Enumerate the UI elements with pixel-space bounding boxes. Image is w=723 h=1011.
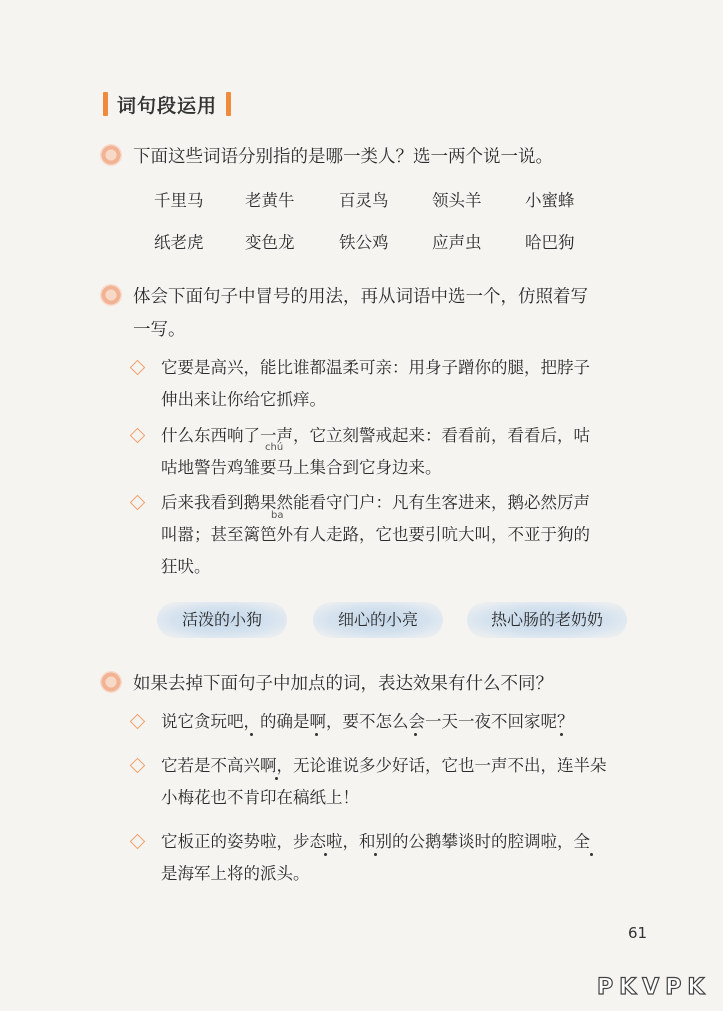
word: 哈巴狗 bbox=[525, 233, 575, 252]
heading-bar-right bbox=[226, 92, 231, 116]
speech-bubble-icon bbox=[100, 144, 122, 166]
diamond-bullet-icon bbox=[130, 834, 146, 850]
emphasis-dot bbox=[315, 733, 318, 736]
q2-item-text: 后来我看到鹅果然能看守门户：凡有生客进来，鹅必然厉声 叫嚣；甚至篱笆外有人走路，它也要引吭大叫，不亚于狗的 狂吠。 bbox=[161, 493, 590, 576]
q2-item-text: 什么东西响了一声，它立刻警戒起来：看看前，看看后，咕 咕地警告鸡雏要马上集合到它身边来。 bbox=[161, 426, 590, 477]
question-3-prompt: 如果去掉下面句子中加点的词，表达效果有什么不同？ bbox=[133, 674, 553, 694]
word: 小蜜蜂 bbox=[525, 191, 575, 210]
watermark-logo: PKVPK bbox=[597, 975, 711, 1000]
emphasis-dot bbox=[414, 733, 417, 736]
section-heading bbox=[103, 88, 231, 120]
pinyin-annotation: chú bbox=[265, 442, 284, 453]
emphasis-dot bbox=[590, 853, 593, 856]
emphasis-dot bbox=[560, 733, 563, 736]
diamond-bullet-icon bbox=[130, 428, 146, 444]
question-1-prompt: 下面这些词语分别指的是哪一类人？选一两个说一说。 bbox=[133, 147, 553, 167]
question-2-prompt: 体会下面句子中冒号的用法，再从词语中选一个，仿照着写 一写。 bbox=[133, 287, 588, 340]
word: 领头羊 bbox=[432, 191, 482, 210]
speech-bubble-icon bbox=[100, 671, 122, 693]
page-number: 61 bbox=[628, 924, 648, 942]
option-pill: 细心的小亮 bbox=[313, 602, 443, 638]
word: 老黄牛 bbox=[245, 191, 295, 210]
word: 铁公鸡 bbox=[339, 233, 389, 252]
q3-item-text: 说它贪玩吧，的确是啊，要不怎么会一天一夜不回家呢？ bbox=[161, 712, 574, 731]
diamond-bullet-icon bbox=[130, 495, 146, 511]
word: 纸老虎 bbox=[154, 233, 204, 252]
pinyin-annotation: ba bbox=[271, 510, 284, 521]
word: 百灵鸟 bbox=[339, 191, 389, 210]
heading-bar-left bbox=[103, 92, 108, 116]
emphasis-dot bbox=[374, 853, 377, 856]
q3-item-text: 它若是不高兴啊，无论谁说多少好话，它也一声不出，连半朵 小梅花也不肯印在稿纸上！ bbox=[161, 756, 607, 807]
q2-item-text: 它要是高兴，能比谁都温柔可亲：用身子蹭你的腿，把脖子 伸出来让你给它抓痒。 bbox=[161, 358, 590, 409]
q3-item-text: 它板正的姿势啦，步态啦，和别的公鹅攀谈时的腔调啦，全 是海军上将的派头。 bbox=[161, 832, 590, 883]
word: 千里马 bbox=[154, 191, 204, 210]
word: 应声虫 bbox=[432, 233, 482, 252]
section-title: 词句段运用 bbox=[117, 94, 218, 117]
diamond-bullet-icon bbox=[130, 360, 146, 376]
emphasis-dot bbox=[324, 853, 327, 856]
emphasis-dot bbox=[275, 777, 278, 780]
option-pill: 活泼的小狗 bbox=[157, 602, 287, 638]
diamond-bullet-icon bbox=[130, 758, 146, 774]
word: 变色龙 bbox=[245, 233, 295, 252]
diamond-bullet-icon bbox=[130, 714, 146, 730]
emphasis-dot bbox=[250, 733, 253, 736]
option-pill: 热心肠的老奶奶 bbox=[467, 602, 627, 638]
speech-bubble-icon bbox=[100, 284, 122, 306]
